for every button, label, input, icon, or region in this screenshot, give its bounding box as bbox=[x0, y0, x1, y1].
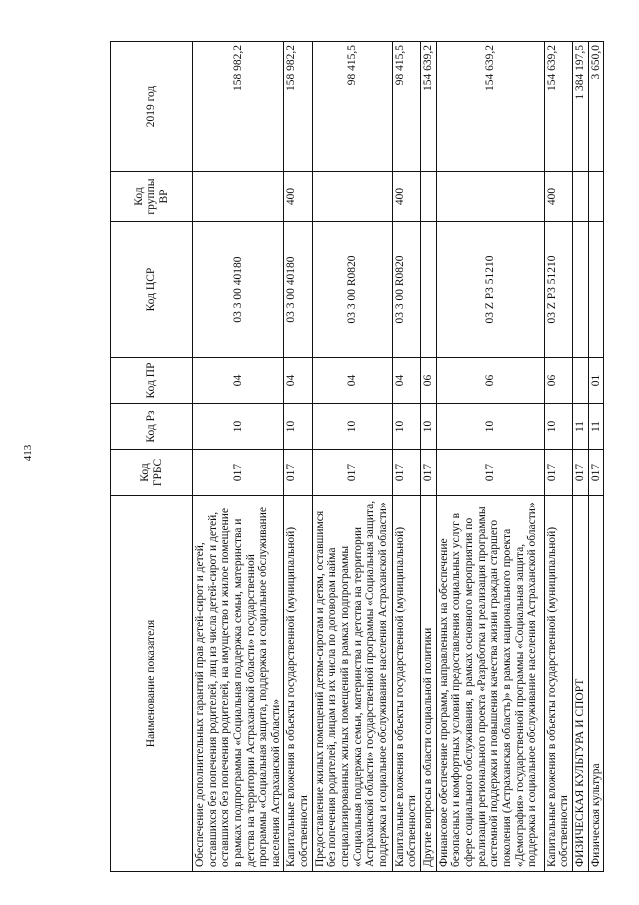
row-amount: 154 639,2 bbox=[544, 42, 572, 172]
row-csr bbox=[421, 222, 437, 358]
row-vr bbox=[436, 172, 544, 222]
table-row bbox=[312, 42, 392, 872]
header-csr: Код ЦСР bbox=[111, 222, 193, 358]
header-name: Наименование показателя bbox=[111, 496, 193, 872]
row-amount: 158 982,2 bbox=[193, 42, 284, 172]
row-pr: 04 bbox=[392, 358, 420, 404]
row-vr: 400 bbox=[392, 172, 420, 222]
page-number: 413 bbox=[22, 444, 34, 462]
row-name: ФИЗИЧЕСКАЯ КУЛЬТУРА И СПОРТ bbox=[572, 496, 588, 872]
table-row bbox=[392, 42, 420, 872]
row-grbs: 017 bbox=[588, 450, 604, 496]
row-csr: 03 3 00 R0820 bbox=[392, 222, 420, 358]
row-rz: 10 bbox=[284, 404, 312, 450]
row-name: Финансовое обеспечение программ, направленных на обеспечение безопасных и комфортных условий предоставления социальных услуг в сфере социального обслуживания, в рамках основного мероприятия по реализации регионального проекта «Разработка и реализация программы системной поддержки и повышения качества жизни граждан старшего поколения (Астраханская область)» в рамках национального проекта «Демография» государственной программы «Социальная защита, поддержка и социальное обслуживание населения Астраханской области» bbox=[436, 496, 544, 872]
row-pr bbox=[572, 358, 588, 404]
header-grbs: Код ГРБС bbox=[111, 450, 193, 496]
row-rz: 10 bbox=[421, 404, 437, 450]
table-row bbox=[572, 42, 588, 872]
row-csr: 03 Z P3 51210 bbox=[436, 222, 544, 358]
row-rz: 10 bbox=[312, 404, 392, 450]
row-pr: 04 bbox=[284, 358, 312, 404]
header-row bbox=[111, 42, 193, 872]
row-vr bbox=[588, 172, 604, 222]
header-year: 2019 год bbox=[111, 42, 193, 172]
row-vr bbox=[193, 172, 284, 222]
row-name: Капитальные вложения в объекты государственной (муниципальной) собственности bbox=[284, 496, 312, 872]
row-csr bbox=[588, 222, 604, 358]
row-rz: 11 bbox=[572, 404, 588, 450]
table-row bbox=[588, 42, 604, 872]
row-amount: 1 384 197,5 bbox=[572, 42, 588, 172]
row-vr bbox=[572, 172, 588, 222]
row-amount: 154 639,2 bbox=[421, 42, 437, 172]
row-amount: 98 415,5 bbox=[312, 42, 392, 172]
row-rz: 10 bbox=[436, 404, 544, 450]
row-csr: 03 Z P3 51210 bbox=[544, 222, 572, 358]
row-grbs: 017 bbox=[421, 450, 437, 496]
row-grbs: 017 bbox=[392, 450, 420, 496]
row-name: Капитальные вложения в объекты государственной (муниципальной) собственности bbox=[544, 496, 572, 872]
row-rz: 11 bbox=[588, 404, 604, 450]
row-name: Другие вопросы в области социальной политики bbox=[421, 496, 437, 872]
row-vr bbox=[421, 172, 437, 222]
row-pr: 04 bbox=[312, 358, 392, 404]
row-pr: 06 bbox=[544, 358, 572, 404]
header-pr: Код ПР bbox=[111, 358, 193, 404]
row-csr: 03 3 00 40180 bbox=[193, 222, 284, 358]
table-row bbox=[436, 42, 544, 872]
row-vr: 400 bbox=[544, 172, 572, 222]
row-name: Физическая культура bbox=[588, 496, 604, 872]
table-row bbox=[421, 42, 437, 872]
row-csr: 03 3 00 40180 bbox=[284, 222, 312, 358]
row-pr: 06 bbox=[436, 358, 544, 404]
budget-table bbox=[110, 41, 604, 872]
row-pr: 01 bbox=[588, 358, 604, 404]
table-row bbox=[193, 42, 284, 872]
row-grbs: 017 bbox=[193, 450, 284, 496]
row-pr: 06 bbox=[421, 358, 437, 404]
row-rz: 10 bbox=[392, 404, 420, 450]
row-vr: 400 bbox=[284, 172, 312, 222]
row-rz: 10 bbox=[544, 404, 572, 450]
row-amount: 158 982,2 bbox=[284, 42, 312, 172]
row-name: Предоставление жилых помещений детям-сиротам и детям, оставшимся без попечения родителей, лицам из их числа по договорам найма специализированных жилых помещений в рамках подпрограммы «Социальная поддержка семьи, материнства и детства на территории Астраханской области» государственной программы «Социальная защита, поддержка и социальное обслуживание населения Астраханской области» bbox=[312, 496, 392, 872]
header-rz: Код Рз bbox=[111, 404, 193, 450]
row-name: Капитальные вложения в объекты государственной (муниципальной) собственности bbox=[392, 496, 420, 872]
row-csr bbox=[572, 222, 588, 358]
row-grbs: 017 bbox=[284, 450, 312, 496]
header-vr: Код группы ВР bbox=[111, 172, 193, 222]
row-pr: 04 bbox=[193, 358, 284, 404]
row-grbs: 017 bbox=[436, 450, 544, 496]
row-amount: 154 639,2 bbox=[436, 42, 544, 172]
row-amount: 3 650,0 bbox=[588, 42, 604, 172]
row-grbs: 017 bbox=[312, 450, 392, 496]
row-grbs: 017 bbox=[572, 450, 588, 496]
row-rz: 10 bbox=[193, 404, 284, 450]
row-csr: 03 3 00 R0820 bbox=[312, 222, 392, 358]
table-row bbox=[284, 42, 312, 872]
row-grbs: 017 bbox=[544, 450, 572, 496]
row-amount: 98 415,5 bbox=[392, 42, 420, 172]
rotated-table-container bbox=[110, 42, 602, 872]
row-vr bbox=[312, 172, 392, 222]
table-row bbox=[544, 42, 572, 872]
row-name: Обеспечение дополнительных гарантий прав детей-сирот и детей, оставшихся без попечения родителей, лиц из числа детей-сирот и детей, оставшихся без попечения родителей, на имущество и жилое помещение в рамках подпрограммы «Социальная поддержка семьи, материнства и детства на территории Астраханской области» государственной программы «Социальная защита, поддержка и социальное обслуживание населения Астраханской области» bbox=[193, 496, 284, 872]
